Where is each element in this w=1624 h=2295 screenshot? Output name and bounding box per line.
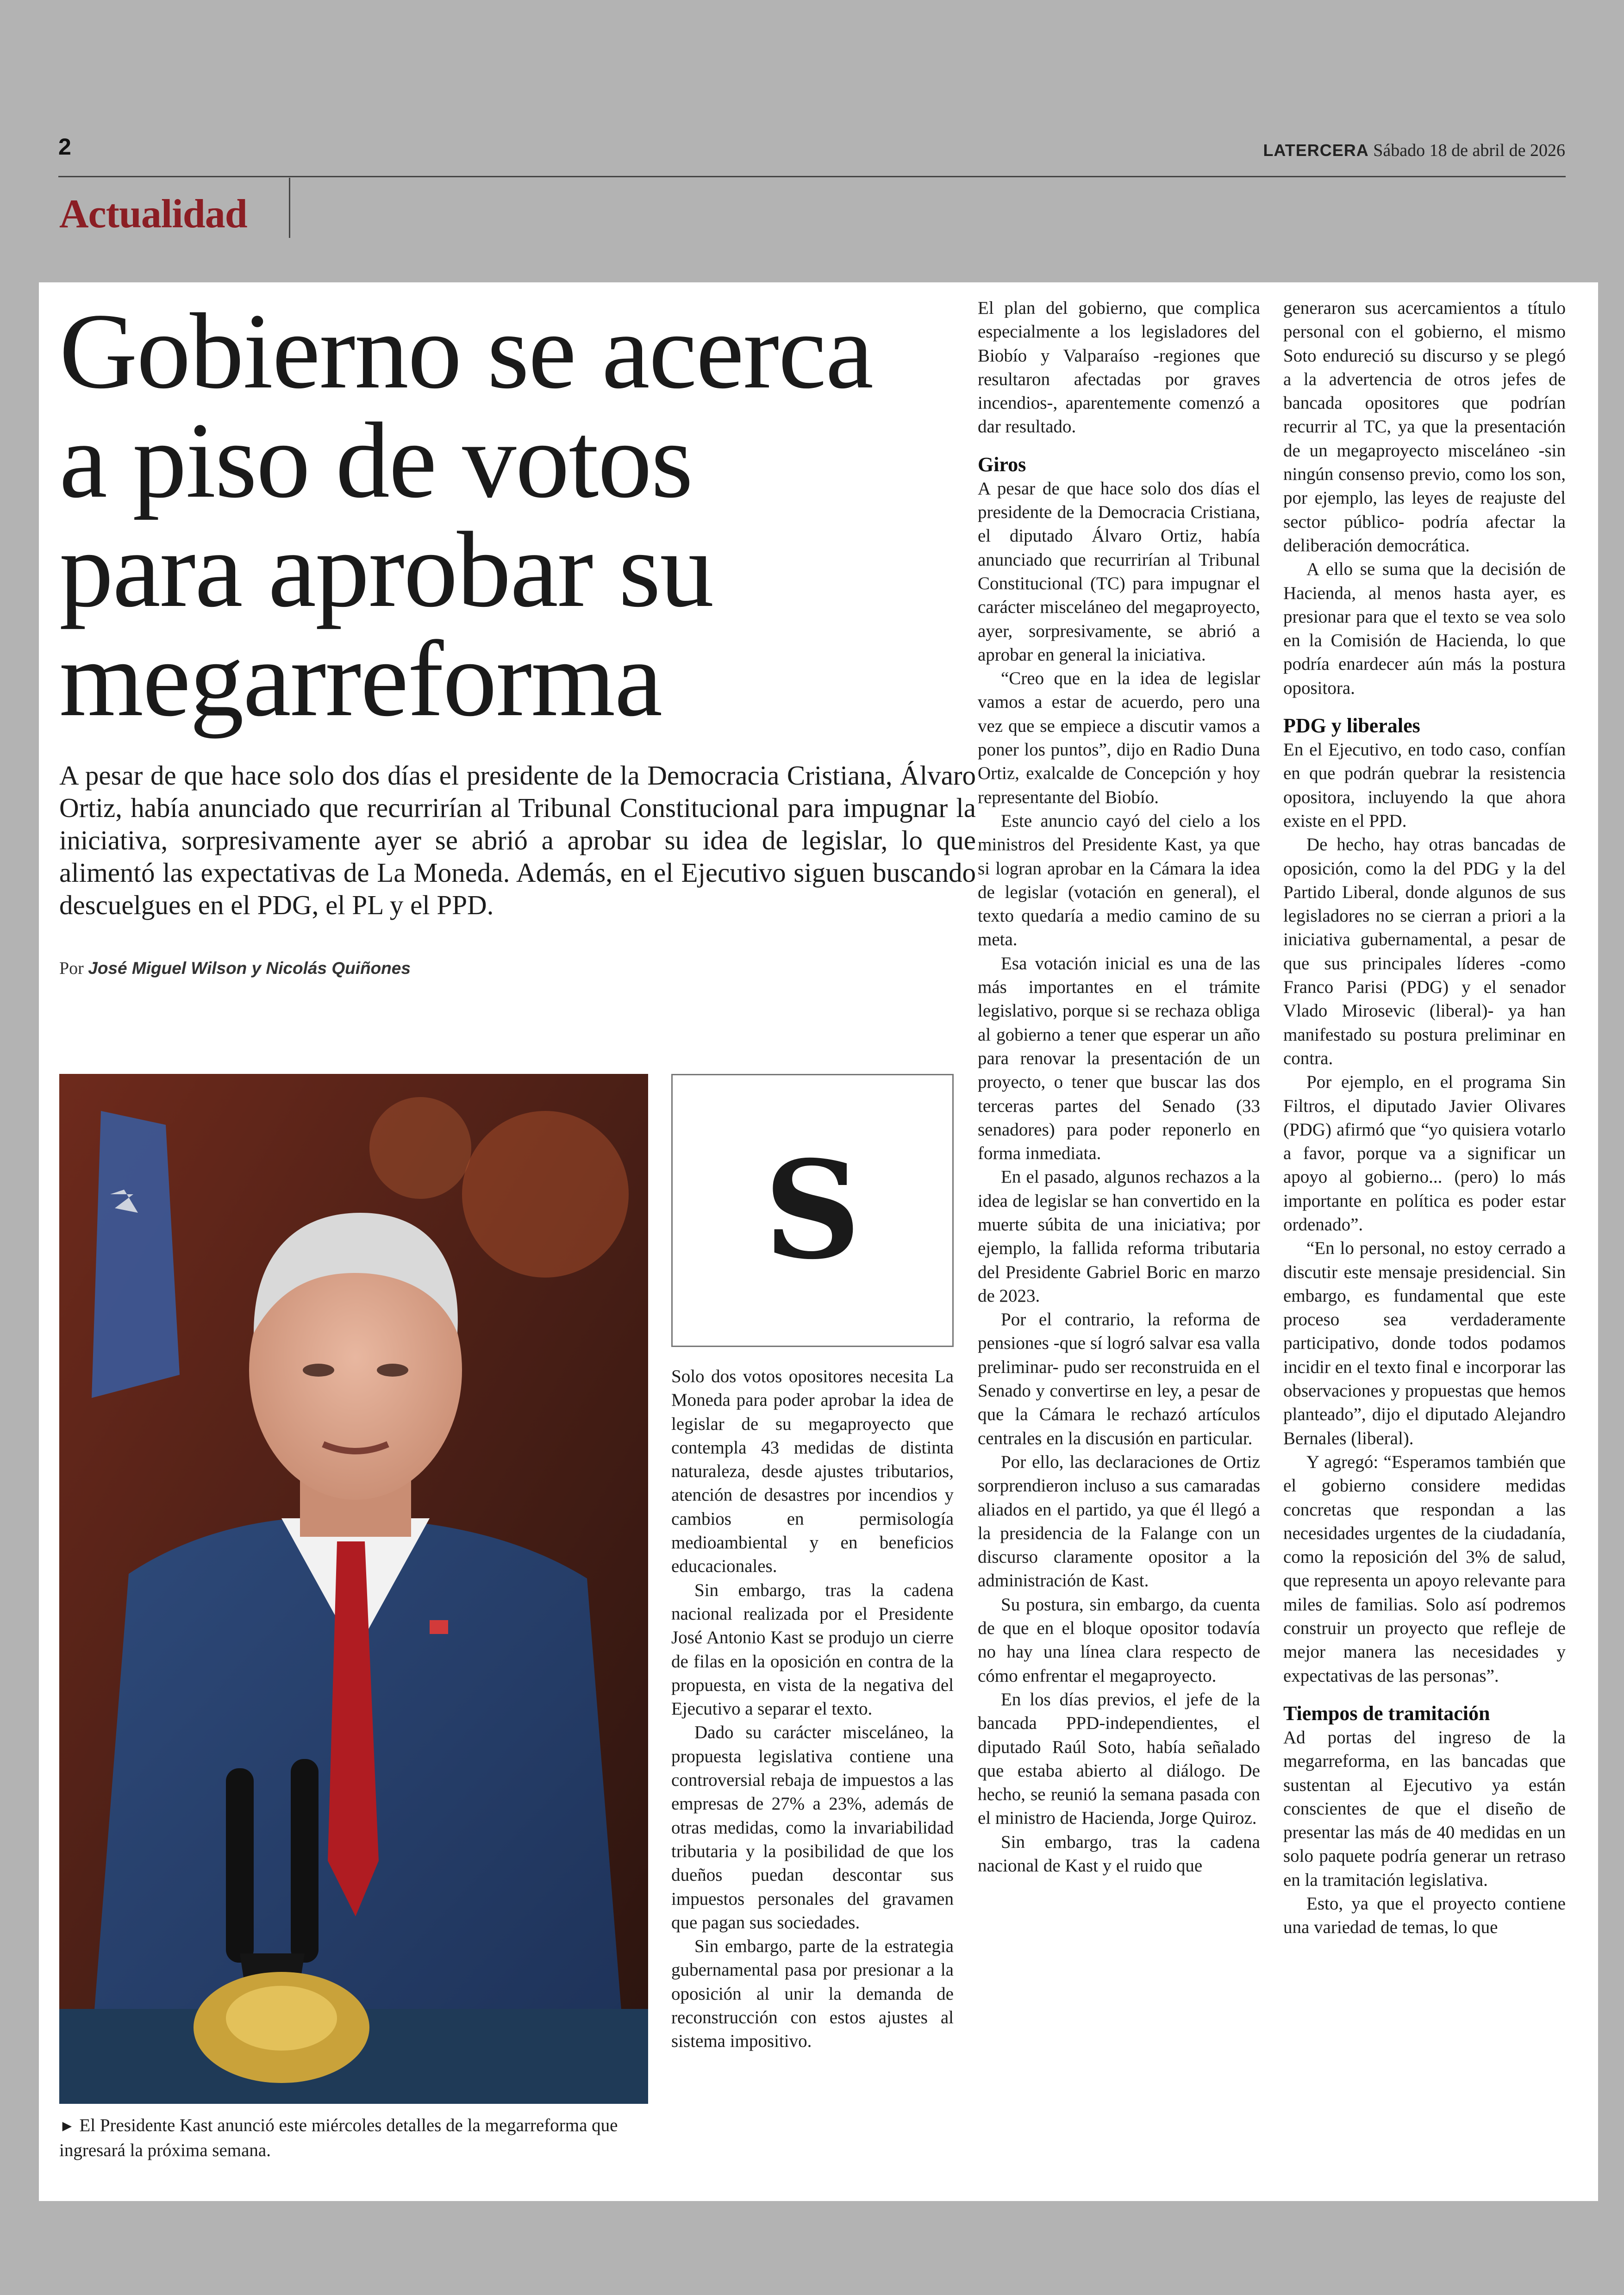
s-logo-letter: S [764,1132,861,1289]
subheading: Tiempos de tramitación [1283,1702,1490,1725]
body-paragraph: Esa votación inicial es una de las más importantes en el trámite legislativo, porque si se rechaza obliga al gobierno a tener que esperar un año para renovar la presentación de un proyecto, o tener que buscar las dos terceras partes del Senado (33 senadores) para poder reponerlo en forma inmediata. [978,953,1260,1164]
body-paragraph: Solo dos votos opositores necesita La Moneda para poder aprobar la idea de legislar de su megaproyecto que contempla 43 medidas de distinta naturaleza, desde ajustes tributarios, atención de desastres por incendios y cambios en permisología medioambiental y en beneficios educacionales. [671,1366,954,1577]
body-paragraph: Sin embargo, tras la cadena nacional realizada por el Presidente José Antonio Kast se produjo un cierre de filas en la oposición en contra de la propuesta, en vista de la negativa del Ejecutivo a separar el texto. [671,1580,954,1719]
body-paragraph: Su postura, sin embargo, da cuenta de que en el bloque opositor todavía no hay una línea clara respecto de cómo enfrentar el megaproyecto. [978,1594,1260,1686]
headline [59,291,967,739]
section-label: Actualidad [59,192,247,237]
body-paragraph: Por ejemplo, en el programa Sin Filtros, el diputado Javier Olivares (PDG) afirmó que “yo quisiera votarlo a favor, porque va a significar un apoyo al gobierno... (pero) lo más importante en política es poder estar ordenado”. [1283,1072,1566,1235]
body-paragraph: Y agregó: “Esperamos también que el gobierno considere medidas concretas que respondan a las necesidades urgentes de la ciudadanía, como la reposición del 3% de salud, que representa un apoyo relevante para miles de familias. Solo así podremos construir un proyecto que refleje de mejor manera las necesidades y expectativas de las personas”. [1283,1452,1566,1686]
body-paragraph: Por el contrario, la reforma de pensiones -que sí logró salvar esa valla preliminar- pudo ser reconstruida en el Senado y convertirse en ley, a pesar de que la Cámara le rechazó artículos centrales en la discusión en particular. [978,1310,1260,1448]
body-paragraph: “Creo que en la idea de legislar vamos a estar de acuerdo, pero una vez que se empiece a discutir vamos a poner los puntos”, dijo en Radio Duna Ortiz, exalcalde de Concepción y hoy representante del Biobío. [978,668,1260,807]
headline-line: para aprobar su [59,509,713,630]
body-paragraph: Por ello, las declaraciones de Ortiz sorprendieron incluso a sus camaradas aliados en el partido, ya que él llegó a la presidencia de la Falange con un discurso claramente opositor a la administración de Kast. [978,1452,1260,1591]
subheading: PDG y liberales [1283,714,1420,737]
article-photo [59,1074,648,2104]
masthead-date: Sábado 18 de abril de 2026 [1373,141,1565,160]
s-logo-box [671,1074,954,1347]
body-paragraph: En los días previos, el jefe de la bancada PPD-independientes, el diputado Raúl Soto, había señalado que estaba abierto al diálogo. De hecho, se reunió la semana pasada con el ministro de Hacienda, Jorge Quiroz. [978,1689,1260,1828]
body-paragraph: De hecho, hay otras bancadas de oposición, como la del PDG y la del Partido Liberal, donde algunos de sus legisladores no se cierran a priori a la iniciativa gubernamental, a pesar de que sus principales líderes -como Franco Parisi (PDG) y el senador Vlado Mirosevic (liberal)- ya han manifestado su postura preliminar en contra. [1283,835,1566,1068]
section-divider [289,178,290,238]
body-paragraph: generaron sus acercamientos a título personal con el gobierno, el mismo Soto endureció su discurso y se plegó a la advertencia de otros jefes de bancada opositores que podrían recurrir al TC, ya que la presentación de un megaproyecto misceláneo -sin ningún consenso previo, como los son, por ejemplo, las leyes de reajuste del sector público- podría afectar la deliberación democrática. [1283,298,1566,555]
deck: A pesar de que hace solo dos días el presidente de la Democracia Cristiana, Álvaro Ortiz, había anunciado que recurrirían al Tribunal Constitucional para impugnar la iniciativa, sorpresivamente ayer se abrió a aprobar su idea de legislar, lo que alimentó las expectativas de La Moneda. Además, en el Ejecutivo siguen buscando descuelgues en el PDG, el PL y el PPD. [59,760,976,920]
page-number: 2 [58,134,71,160]
byline [59,958,411,979]
masthead-brand: LATERCERA [1263,141,1369,160]
body-paragraph: A ello se suma que la decisión de Hacienda, al menos hasta ayer, es presionar para que el texto se vea solo en la Comisión de Hacienda, lo que podría enardecer aún más la postura opositora. [1283,559,1566,698]
header-rule [58,176,1566,177]
masthead [1263,140,1565,161]
headline-line: a piso de votos [59,400,693,520]
body-paragraph: “En lo personal, no estoy cerrado a discutir este mensaje presidencial. Sin embargo, es fundamental que este proceso sea verdaderamente participativo, donde todos podamos incidir en el texto final e incorporar las observaciones y propuestas que hemos planteado”, dijo el diputado Alejandro Bernales (liberal). [1283,1238,1566,1448]
body-paragraph: En el Ejecutivo, en todo caso, confían en que podrán quebrar la resistencia opositora, incluyendo la que ahora existe en el PPD. [1283,740,1566,831]
body-column-2 [978,296,1260,1877]
body-paragraph: En el pasado, algunos rechazos a la idea de legislar se han convertido en la muerte súbita de una iniciativa; por ejemplo, la fallida reforma tributaria del Presidente Gabriel Boric en marzo de 2023. [978,1167,1260,1306]
body-paragraph: Sin embargo, parte de la estrategia gubernamental pasa por presionar a la oposición al unir la demanda de reconstrucción con estos ajustes al sistema impositivo. [671,1936,954,2052]
body-paragraph: A pesar de que hace solo dos días el presidente de la Democracia Cristiana, el diputado Álvaro Ortiz, había anunciado que recurrirían al Tribunal Constitucional (TC) para impugnar el carácter misceláneo del megaproyecto, ayer, sorpresivamente, se abrió a aprobar en general la iniciativa. [978,478,1260,665]
headline-line: megarreforma [59,618,662,739]
byline-authors: José Miguel Wilson y Nicolás Quiñones [88,959,411,978]
body-paragraph: Esto, ya que el proyecto contiene una variedad de temas, lo que [1283,1894,1566,1938]
photo-illustration [59,1074,648,2104]
body-column-3 [1283,296,1566,1940]
caption-marker-icon: ► [59,2118,75,2135]
body-paragraph: Ad portas del ingreso de la megarreforma, en las bancadas que sustentan al Ejecutivo ya están conscientes de que el diseño de presentar las más de 40 medidas en un solo paquete podría generar un retraso en la tramitación legislativa. [1283,1727,1566,1890]
subheading: Giros [978,453,1026,476]
byline-prefix: Por [59,959,84,978]
caption-text: El Presidente Kast anunció este miércoles detalles de la megarreforma que ingresará la próxima semana. [59,2115,618,2160]
body-column-1 [671,1365,954,2053]
headline-line: Gobierno se acerca [59,291,873,411]
body-paragraph: Este anuncio cayó del cielo a los ministros del Presidente Kast, ya que si logran aprobar en la Cámara la idea de legislar (votación en general), el texto quedaría a medio camino de su meta. [978,811,1260,950]
body-paragraph: Dado su carácter misceláneo, la propuesta legislativa contiene una controversial rebaja de impuestos a las empresas de 27% a 23%, además de otras medidas, como la invariabilidad tributaria y la posibilidad de que los dueños puedan descontar sus impuestos personales del gravamen que pagan sus sociedades. [671,1722,954,1933]
body-paragraph: Sin embargo, tras la cadena nacional de Kast y el ruido que [978,1832,1260,1876]
photo-caption [59,2114,648,2163]
body-paragraph: El plan del gobierno, que complica especialmente a los legisladores del Biobío y Valparaíso -regiones que resultaron afectadas por graves incendios-, aparentemente comenzó a dar resultado. [978,298,1260,437]
